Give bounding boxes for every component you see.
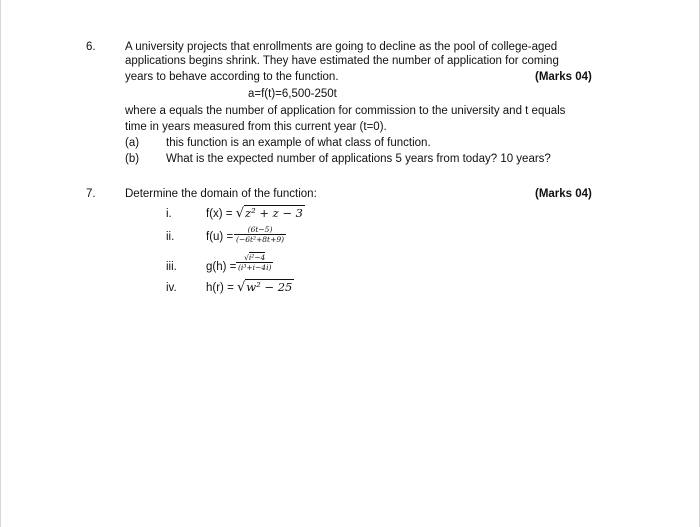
q7-item-ii-numerator: (6t−5) (234, 225, 286, 235)
q7-prompt: Determine the domain of the function: (125, 188, 317, 200)
q7-item-iii-fraction (236, 253, 273, 272)
square-root-icon: √z² + z − 3 (235, 206, 303, 221)
q7-item-i-label: i. (166, 208, 172, 220)
q7-item-iv-label: iv. (166, 282, 177, 294)
q6-part-b-text: What is the expected number of applications 5 years from today? 10 years? (166, 153, 551, 165)
q7-item-ii-denominator: (−6t²+8t+9) (236, 235, 285, 244)
q7-number: 7. (86, 188, 96, 200)
q6-part-a-text: this function is an example of what class of function. (166, 137, 431, 149)
q7-item-iv-expr (206, 280, 294, 295)
square-root-icon: √w² − 25 (237, 280, 293, 295)
q7-item-iii-numerator: √i²−4 (236, 253, 273, 263)
q6-part-a-label: (a) (125, 137, 140, 149)
q7-item-ii-lhs: f(u) = (206, 231, 234, 243)
q7-item-iii-denominator: (i³+i−4i) (238, 263, 272, 272)
q7-item-iii-lhs: g(h) = (206, 261, 237, 273)
q6-line-2: applications begins shrink. They have estimated the number of application for coming (125, 55, 559, 67)
q6-number: 6. (86, 41, 96, 53)
page-edge-left (0, 0, 1, 527)
q7-item-ii-fraction (234, 225, 286, 244)
q6-line-4: where a equals the number of application for commission to the university and t equals (125, 105, 566, 117)
q6-line-1: A university projects that enrollments are going to decline as the pool of college-aged (125, 41, 558, 53)
q6-line-3: years to behave according to the function. (125, 71, 339, 83)
square-root-icon: √ (244, 253, 249, 262)
q7-item-i-expr (206, 206, 305, 221)
q7-item-i-lhs: f(x) = (206, 208, 236, 220)
q7-item-iii-label: iii. (166, 261, 177, 273)
q7-item-i-radicand: z² + z − 3 (245, 206, 303, 220)
q7-marks: (Marks 04) (535, 188, 592, 200)
q6-formula: a=f(t)=6,500-250t (248, 88, 337, 100)
q7-item-ii-label: ii. (166, 231, 175, 243)
q6-marks: (Marks 04) (535, 71, 592, 83)
q6-part-b-label: (b) (125, 153, 140, 165)
q6-line-5: time in years measured from this current year (t=0). (125, 121, 387, 133)
q7-item-iv-lhs: h(r) = (206, 282, 237, 294)
q7-item-iv-radicand: w² − 25 (246, 280, 293, 294)
